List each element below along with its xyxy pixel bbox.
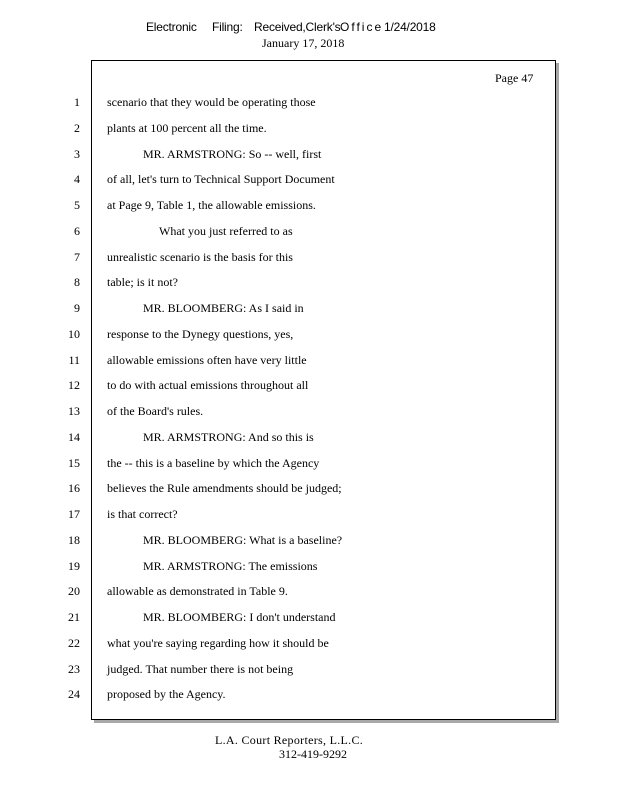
transcript-line: What you just referred to as bbox=[159, 224, 293, 238]
transcript-line: plants at 100 percent all the time. bbox=[107, 121, 267, 135]
line-number: 10 bbox=[68, 327, 80, 341]
transcript-line: allowable as demonstrated in Table 9. bbox=[107, 584, 288, 598]
line-number: 9 bbox=[74, 301, 80, 315]
line-number: 18 bbox=[68, 533, 80, 547]
line-number: 7 bbox=[74, 250, 80, 264]
transcript-line: judged. That number there is not being bbox=[107, 662, 294, 676]
line-number: 15 bbox=[68, 456, 80, 470]
line-number: 17 bbox=[68, 507, 80, 521]
transcript-line: proposed by the Agency. bbox=[107, 687, 226, 701]
transcript-line: table; is it not? bbox=[107, 275, 178, 289]
transcript-line: allowable emissions often have very little bbox=[107, 353, 307, 367]
line-number: 12 bbox=[68, 378, 80, 392]
transcript-line: what you're saying regarding how it should be bbox=[107, 636, 329, 650]
line-number: 14 bbox=[68, 430, 80, 444]
line-number: 2 bbox=[74, 121, 80, 135]
footer-phone: 312-419-9292 bbox=[279, 747, 347, 761]
transcript-line: response to the Dynegy questions, yes, bbox=[107, 327, 294, 341]
transcript-line: believes the Rule amendments should be judged; bbox=[107, 481, 342, 495]
line-number: 23 bbox=[68, 662, 80, 676]
line-number: 21 bbox=[68, 610, 80, 624]
transcript-line: unrealistic scenario is the basis for this bbox=[107, 250, 293, 264]
transcript-line: MR. BLOOMBERG: I don't understand bbox=[143, 610, 336, 624]
line-number: 8 bbox=[74, 275, 80, 289]
transcript-line: of the Board's rules. bbox=[107, 404, 204, 418]
stamp-date: 1/24/2018 bbox=[384, 20, 436, 34]
line-number: 22 bbox=[68, 636, 80, 650]
transcript-line: MR. ARMSTRONG: So -- well, first bbox=[143, 147, 322, 161]
transcript-line: MR. BLOOMBERG: What is a baseline? bbox=[143, 533, 343, 547]
line-number: 24 bbox=[68, 687, 80, 701]
line-number: 11 bbox=[68, 353, 80, 367]
line-number: 3 bbox=[74, 147, 80, 161]
line-number: 13 bbox=[68, 404, 80, 418]
transcript-line: MR. BLOOMBERG: As I said in bbox=[143, 301, 304, 315]
transcript-line: MR. ARMSTRONG: The emissions bbox=[143, 559, 318, 573]
transcript-line: the -- this is a baseline by which the Agency bbox=[107, 456, 320, 470]
stamp-filing: Filing: bbox=[212, 20, 243, 34]
stamp-received: Received,Clerk's bbox=[254, 20, 341, 34]
stamp-office: Office bbox=[340, 20, 384, 34]
line-number: 16 bbox=[68, 481, 80, 495]
line-number: 1 bbox=[74, 95, 80, 109]
line-number: 5 bbox=[74, 198, 80, 212]
line-number: 4 bbox=[74, 172, 80, 186]
page-number: Page 47 bbox=[495, 71, 534, 85]
transcript-line: scenario that they would be operating those bbox=[107, 95, 316, 109]
transcript-line: to do with actual emissions throughout all bbox=[107, 378, 309, 392]
line-number: 6 bbox=[74, 224, 80, 238]
transcript-line: MR. ARMSTRONG: And so this is bbox=[143, 430, 314, 444]
transcript-line: at Page 9, Table 1, the allowable emissions. bbox=[107, 198, 316, 212]
footer-company: L.A. Court Reporters, L.L.C. bbox=[215, 733, 364, 747]
transcript-line: is that correct? bbox=[107, 507, 178, 521]
line-number: 20 bbox=[68, 584, 80, 598]
line-number: 19 bbox=[68, 559, 80, 573]
hearing-date: January 17, 2018 bbox=[262, 36, 345, 50]
stamp-electronic: Electronic bbox=[146, 20, 197, 34]
filing-stamp bbox=[146, 20, 436, 34]
transcript-line: of all, let's turn to Technical Support Document bbox=[107, 172, 335, 186]
